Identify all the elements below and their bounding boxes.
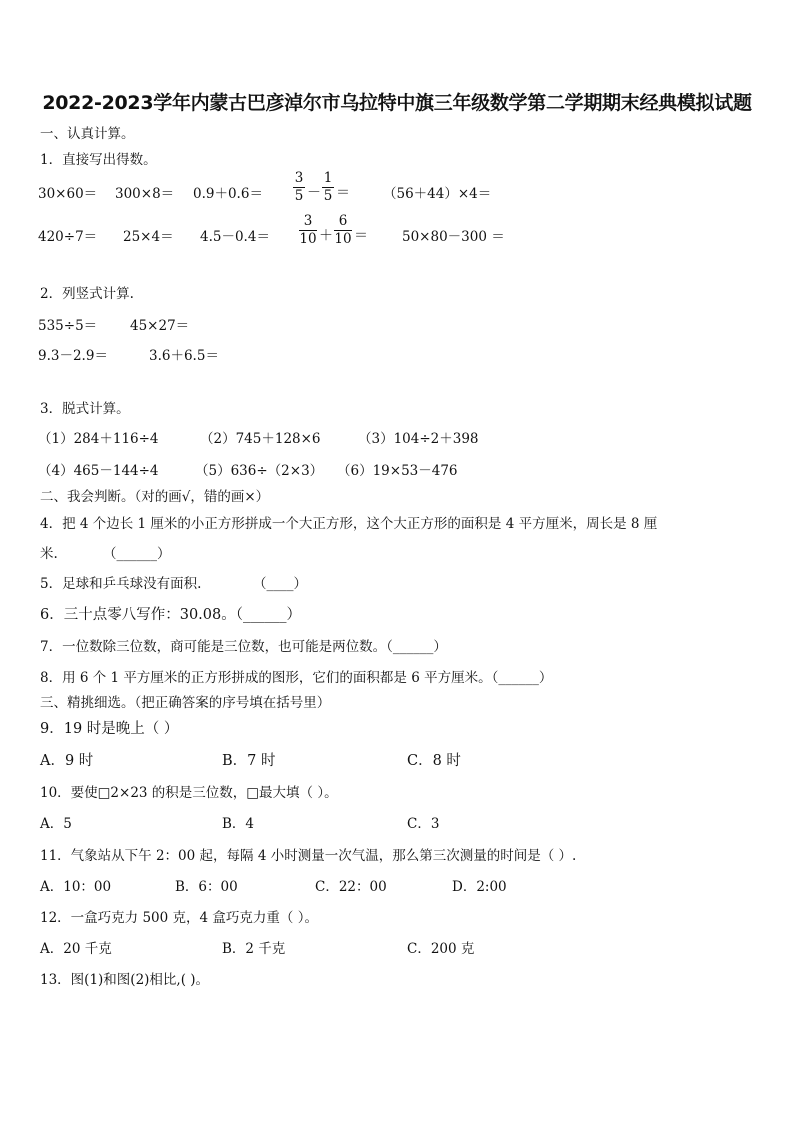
q3-item: （5）636÷（2×3） <box>195 463 324 479</box>
q11-text: 11．气象站从下午 2：00 起，每隔 4 小时测量一次气温，那么第三次测量的时间是（ ）. <box>40 848 577 864</box>
fraction <box>334 213 352 248</box>
q13-text: 13．图(1)和图(2)相比,( )。 <box>40 972 210 988</box>
q3-item: （3）104÷2＋398 <box>358 431 479 447</box>
q2-title: 2．列竖式计算. <box>40 286 134 302</box>
page-title: 2022-2023学年内蒙古巴彦淖尔市乌拉特中旗三年级数学第二学期期末经典模拟试题 <box>42 92 752 114</box>
fraction-numerator: 3 <box>303 213 313 229</box>
q9-text: 9．19 时是晚上（ ） <box>40 721 179 737</box>
q10-option-a[interactable]: A．5 <box>40 816 72 832</box>
section-1-heading: 一、认真计算。 <box>40 126 135 142</box>
fraction-numerator: 6 <box>338 213 348 229</box>
fraction-equals: ＝ <box>354 228 368 244</box>
q3-item: （6）19×53－476 <box>337 463 458 479</box>
q2-item: 9.3－2.9＝ <box>38 348 108 364</box>
q4-blank[interactable]: （______） <box>103 546 171 562</box>
q9-option-a[interactable]: A．9 时 <box>40 753 94 769</box>
q12-text: 12．一盒巧克力 500 克，4 盒巧克力重（ ）。 <box>40 910 318 926</box>
q3-item: （1）284＋116÷4 <box>38 431 159 447</box>
q10-text: 10．要使□2×23 的积是三位数，□最大填（ ）。 <box>40 785 338 801</box>
q9-option-c[interactable]: C．8 时 <box>407 753 461 769</box>
q9-option-b[interactable]: B．7 时 <box>222 753 276 769</box>
q12-option-a[interactable]: A．20 千克 <box>40 941 112 957</box>
fraction-numerator: 3 <box>294 170 304 186</box>
q6-text: 6．三十点零八写作：30.08。（______） <box>40 607 301 623</box>
fraction <box>299 213 317 248</box>
q4-line2: 米. <box>40 546 58 562</box>
q1-item: 0.9＋0.6＝ <box>193 186 263 202</box>
q2-item: 3.6＋6.5＝ <box>149 348 219 364</box>
q1-item: 30×60＝ <box>38 186 98 202</box>
q5-text: 5．足球和乒乓球没有面积. <box>40 576 202 592</box>
q1-item: （56＋44）×4＝ <box>383 186 492 202</box>
fraction <box>322 170 334 205</box>
section-2-heading: 二、我会判断。（对的画√，错的画×） <box>40 489 270 505</box>
q11-option-b[interactable]: B．6：00 <box>175 879 238 895</box>
q3-item: （4）465－144÷4 <box>38 463 159 479</box>
q1-title: 1．直接写出得数。 <box>40 152 157 168</box>
q2-item: 535÷5＝ <box>38 318 98 334</box>
fraction-denominator: 10 <box>299 231 317 247</box>
q12-option-c[interactable]: C．200 克 <box>407 941 475 957</box>
q1-item: 420÷7＝ <box>38 229 98 245</box>
q3-item: （2）745＋128×6 <box>200 431 321 447</box>
q4-line1: 4．把 4 个边长 1 厘米的小正方形拼成一个大正方形，这个大正方形的面积是 4 平方厘米，周长是 8 厘 <box>40 516 658 532</box>
fraction-denominator: 10 <box>334 231 352 247</box>
q1-item: 300×8＝ <box>115 186 175 202</box>
q11-option-d[interactable]: D．2:00 <box>452 879 507 895</box>
fraction-denominator: 5 <box>294 188 304 204</box>
q1-item: 50×80－300 ＝ <box>402 229 505 245</box>
fraction-equals: ＝ <box>336 185 350 201</box>
q11-option-a[interactable]: A．10：00 <box>40 879 112 895</box>
q1-item: 4.5－0.4＝ <box>200 229 270 245</box>
q3-title: 3．脱式计算。 <box>40 401 130 417</box>
q5-blank[interactable]: （____） <box>253 576 307 592</box>
fraction <box>293 170 305 205</box>
section-3-heading: 三、精挑细选。（把正确答案的序号填在括号里） <box>40 695 331 711</box>
q11-option-c[interactable]: C．22：00 <box>315 879 387 895</box>
q10-option-b[interactable]: B．4 <box>222 816 255 832</box>
q7-text: 7．一位数除三位数，商可能是三位数，也可能是两位数。（______） <box>40 639 447 655</box>
q12-option-b[interactable]: B．2 千克 <box>222 941 286 957</box>
fraction-operator: － <box>307 185 321 201</box>
fraction-numerator: 1 <box>323 170 333 186</box>
q2-item: 45×27＝ <box>130 318 190 334</box>
q8-text: 8．用 6 个 1 平方厘米的正方形拼成的图形，它们的面积都是 6 平方厘米。（______） <box>40 670 553 686</box>
q10-option-c[interactable]: C．3 <box>407 816 440 832</box>
q1-item: 25×4＝ <box>123 229 174 245</box>
fraction-denominator: 5 <box>323 188 333 204</box>
fraction-operator: ＋ <box>319 228 333 244</box>
